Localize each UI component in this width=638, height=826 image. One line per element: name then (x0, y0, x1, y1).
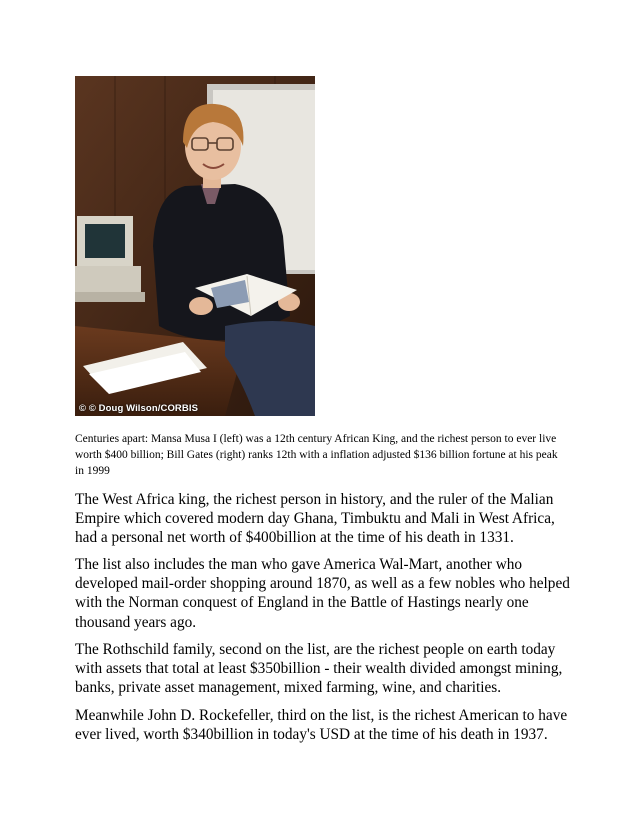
photo-caption: Centuries apart: Mansa Musa I (left) was a 12th century African King, and the richest person to ever live worth $400 billion; Bill Gates (right) ranks 12th with a inflation adjusted $136 billion fortune at his peak in 1999 (75, 433, 558, 477)
paragraph: The West Africa king, the richest person in history, and the ruler of the Malian Empire which covered modern day Ghana, Timbuktu and Mali in West Africa, had a personal net worth of $400billion at the time of his death in 1331. (75, 491, 555, 547)
article-photo (75, 76, 315, 416)
paragraph: The Rothschild family, second on the list, are the richest people on earth today with assets that total at least $350billion - their wealth divided amongst mining, banks, private asset management, mixed farming, wine, and charities. (75, 641, 563, 697)
photo-credit: © © Doug Wilson/CORBIS (79, 403, 199, 414)
photo-illustration (75, 76, 315, 416)
paragraph: Meanwhile John D. Rockefeller, third on the list, is the richest American to have ever lived, worth $340billion in today's USD at the time of his death in 1937. (75, 707, 568, 744)
paragraph: The list also includes the man who gave America Wal-Mart, another who developed mail-order shopping around 1870, as well as a few nobles who helped with the Norman conquest of England in the Battle of Hastings nearly one thousand years ago. (75, 556, 570, 631)
